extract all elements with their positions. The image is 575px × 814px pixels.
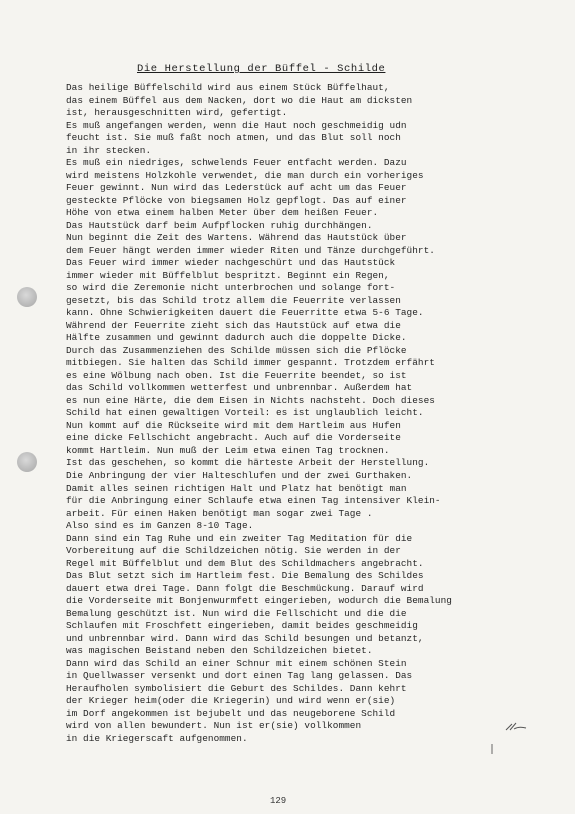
text-line: Also sind es im Ganzen 8-10 Tage. — [66, 520, 254, 532]
text-line: Es muß ein niedriges, schwelends Feuer entfacht werden. Dazu — [66, 157, 407, 169]
text-line: Bemalung geschützt ist. Nun wird die Fellschicht und die die — [66, 607, 407, 619]
text-line: im Dorf angekommen ist bejubelt und das neugeborene Schild — [66, 707, 396, 719]
text-line: das Schild vollkommen wetterfest und unbrennbar. Außerdem hat — [66, 382, 413, 394]
text-line: was magischen Beistand neben den Schildzeichen bietet. — [66, 645, 373, 657]
text-line: dauert etwa drei Tage. Dann folgt die Beschmückung. Darauf wird — [66, 582, 424, 594]
text-line: Dann sind ein Tag Ruhe und ein zweiter Tag Meditation für die — [66, 532, 413, 544]
text-line: Während der Feuerrite zieht sich das Hautstück auf etwa die — [66, 319, 401, 331]
text-line: es eine Wölbung nach oben. Ist die Feuerrite beendet, so ist — [66, 369, 407, 381]
text-line: Heraufholen symbolisiert die Geburt des Schildes. Dann kehrt — [66, 682, 407, 694]
text-line: Ist das geschehen, so kommt die härteste Arbeit der Herstellung. — [66, 457, 430, 469]
text-line: Das heilige Büffelschild wird aus einem Stück Büffelhaut, — [66, 82, 390, 93]
text-line: Damit alles seinen richtigen Halt und Platz hat benötigt man — [66, 482, 407, 494]
text-line: Die Anbringung der vier Halteschlufen und der zwei Gurthaken. — [66, 469, 413, 481]
text-line: Vorbereitung auf die Schildzeichen nötig. Sie werden in der — [66, 545, 401, 557]
text-line: Regel mit Büffelblut und dem Blut des Schildmachers angebracht. — [66, 557, 424, 569]
text-line: und unbrennbar wird. Dann wird das Schild besungen und betanzt, — [66, 632, 424, 644]
punch-hole-bottom — [17, 452, 37, 472]
text-line: Feuer gewinnt. Nun wird das Lederstück auf acht um das Feuer — [66, 182, 407, 194]
text-line: wird meistens Holzkohle verwendet, die man durch ein vorheriges — [66, 169, 424, 181]
text-line: immer wieder mit Büffelblut bespritzt. Beginnt ein Regen, — [66, 269, 390, 281]
text-line: in Quellwasser versenkt und dort einen Tag lang gelassen. Das — [66, 670, 413, 682]
text-line: mitbiegen. Sie halten das Schild immer gespannt. Trotzdem erfährt — [66, 357, 435, 369]
text-line: Das Feuer wird immer wieder nachgeschürt und das Hautstück — [66, 257, 396, 269]
margin-tick-mark-icon — [491, 744, 493, 754]
text-line: Das Blut setzt sich im Hartleim fest. Die Bemalung des Schildes — [66, 570, 424, 582]
text-line: Durch das Zusammenziehen des Schilde müssen sich die Pflöcke — [66, 344, 407, 356]
text-line: ist, herausgeschnitten wird, gefertigt. — [66, 107, 288, 119]
text-line: Schild hat einen gewaltigen Vorteil: es ist unglaublich leicht. — [66, 407, 424, 419]
text-line: gesetzt, bis das Schild trotz allem die Feuerrite verlassen — [66, 294, 401, 306]
text-line: für die Anbringung einer Schlaufe etwa einen Tag intensiver Klein- — [66, 495, 441, 507]
text-line: so wird die Zeremonie nicht unterbrochen und solange fort- — [66, 282, 396, 294]
text-line: das einem Büffel aus dem Nacken, dort wo die Haut am dicksten — [66, 94, 413, 106]
text-line: kann. Ohne Schwierigkeiten dauert die Feuerritte etwa 5-6 Tage. — [66, 307, 424, 319]
text-line: Das Hautstück darf beim Aufpflocken ruhig durchhängen. — [66, 219, 373, 231]
text-line: arbeit. Für einen Haken benötigt man sogar zwei Tage . — [66, 507, 373, 519]
text-line: Nun beginnt die Zeit des Wartens. Während das Hautstück über — [66, 232, 407, 244]
page-number: 129 — [270, 796, 287, 806]
text-line: Nun kommt auf die Rückseite wird mit dem Hartleim aus Hufen — [66, 419, 401, 431]
margin-scribble-icon — [505, 721, 527, 733]
text-line: der Krieger heim(oder die Kriegerin) und wird wenn er(sie) — [66, 695, 396, 707]
text-line: Hälfte zusammen und gewinnt dadurch auch die doppelte Dicke. — [66, 332, 407, 344]
text-line: eine dicke Fellschicht angebracht. Auch auf die Vorderseite — [66, 432, 401, 444]
punch-hole-top — [17, 287, 37, 307]
text-line: die Vorderseite mit Bonjenwurmfett eingerieben, wodurch die Bemalung — [66, 595, 452, 607]
document-body — [66, 82, 566, 745]
text-line: es nun eine Härte, die dem Eisen in Nichts nachsteht. Doch dieses — [66, 394, 435, 406]
document-title: Die Herstellung der Büffel - Schilde — [137, 63, 386, 75]
text-line: Dann wird das Schild an einer Schnur mit einem schönen Stein — [66, 657, 407, 669]
text-line: in ihr stecken. — [66, 144, 152, 156]
text-line: dem Feuer hängt werden immer wieder Riten und Tänze durchgeführt. — [66, 244, 435, 256]
text-line: wird von allen bewundert. Nun ist er(sie) vollkommen — [66, 720, 362, 732]
text-line: kommt Hartleim. Nun muß der Leim etwa einen Tag trocknen. — [66, 444, 390, 456]
text-line: in die Kriegerscaft aufgenommen. — [66, 732, 248, 744]
text-line: Höhe von etwa einem halben Meter über dem heißen Feuer. — [66, 207, 379, 219]
text-line: Schlaufen mit Froschfett eingerieben, damit beides geschmeidig — [66, 620, 418, 632]
text-line: feucht ist. Sie muß faßt noch atmen, und das Blut soll noch — [66, 132, 401, 144]
text-line: Es muß angefangen werden, wenn die Haut noch geschmeidig udn — [66, 119, 407, 131]
text-line: gesteckte Pflöcke von biegsamen Holz gepflogt. Das auf einer — [66, 194, 407, 206]
